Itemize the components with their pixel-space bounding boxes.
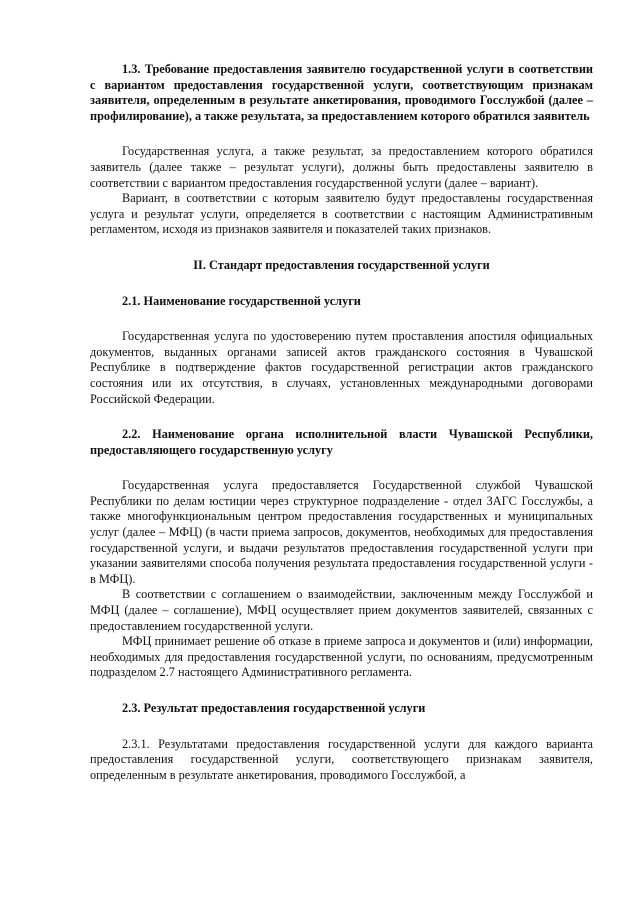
section-2-1-paragraph-1: Государственная услуга по удостоверению путем проставления апостиля официальных документов, выданных органами записей актов гражданского состояния в Чувашской Республике в подтверждение фактов государственной регистрации актов гражданского состояния или их отсутствия, в случаях, установленных международными договорами Российской Федерации. [90, 329, 593, 406]
section-2-2-paragraph-2: В соответствии с соглашением о взаимодействии, заключенным между Госслужбой и МФЦ (далее – соглашение), МФЦ осуществляет прием документов заявителей, связанных с предоставлением государственной услуги. [90, 587, 593, 633]
section-2-3-paragraph-1: 2.3.1. Результатами предоставления государственной услуги для каждого варианта предоставления государственной услуги, соответствующего признакам заявителя, определенным в результате анкетирования, проводимого Госслужбой, а [90, 736, 593, 782]
section-2-2-paragraph-1: Государственная услуга предоставляется Государственной службой Чувашской Республики по делам юстиции через структурное подразделение - отдел ЗАГС Госслужбы, а также многофункциональным центром предоставления государственных и муниципальных услуг (далее – МФЦ) (в части приема запросов, документов, необходимых для предоставления государственной услуги, и выдачи результатов предоставления государственной услуги при указании заявителями способа получения результата предоставления государственной услуги - в МФЦ). [90, 478, 593, 586]
section-1-3-heading: 1.3. Требование предоставления заявителю государственной услуги в соответствии с вариантом предоставления государственной услуги, соответствующим признакам заявителя, определенным в результате анкетирования, проводимого Госслужбой (далее – профилирование), а также результата, за предоставлением которого обратился заявитель [90, 62, 593, 123]
section-1-3-paragraph-1: Государственная услуга, а также результат, за предоставлением которого обратился заявитель (далее также – результат услуги), должны быть предоставлены заявителю в соответствии с вариантом предоставления государственной услуги (далее – вариант). [90, 144, 593, 190]
section-2-2-paragraph-3: МФЦ принимает решение об отказе в приеме запроса и документов и (или) информации, необходимых для предоставления государственной услуги, по основаниям, предусмотренным подразделом 2.7 настоящего Административного регламента. [90, 634, 593, 680]
section-2-heading: II. Стандарт предоставления государственной услуги [193, 257, 490, 272]
section-2-1-heading: 2.1. Наименование государственной услуги [122, 293, 361, 308]
section-2-2-heading: 2.2. Наименование органа исполнительной власти Чувашской Республики, предоставляющего государственную услугу [90, 427, 593, 457]
section-2-3-heading: 2.3. Результат предоставления государственной услуги [122, 701, 426, 715]
section-1-3-paragraph-2: Вариант, в соответствии с которым заявителю будут предоставлены государственная услуга и результат услуги, определяется в соответствии с настоящим Административным регламентом, исходя из признаков заявителя и показателей таких признаков. [90, 191, 593, 237]
